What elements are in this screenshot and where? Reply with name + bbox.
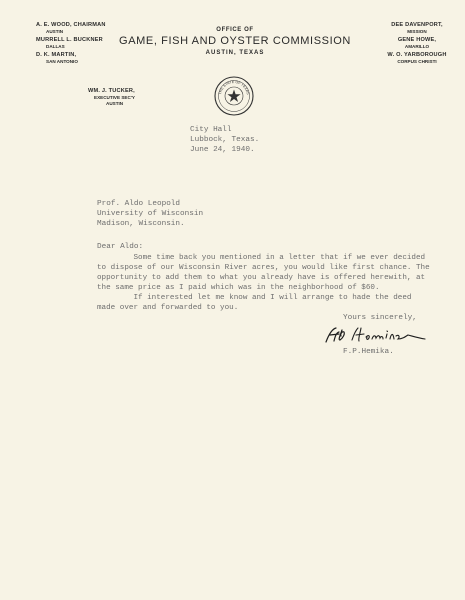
body-line: to dispose of our Wisconsin River acres, you would like first chance. The (97, 264, 430, 272)
recipient-line: Madison, Wisconsin. (97, 220, 185, 228)
place-line-1: City Hall (190, 126, 232, 134)
recipient-line: University of Wisconsin (97, 210, 204, 218)
commissioner-city: CORPUS CHRISTI (397, 59, 437, 64)
commissioner-name: GENE HOWE, (397, 37, 437, 43)
body-line: Some time back you mentioned in a letter that if we ever decided (97, 254, 426, 262)
commissioner-entry (372, 22, 462, 35)
commissioner-name: DEE DAVENPORT, (391, 22, 443, 28)
closing: Yours sincerely, (343, 314, 417, 322)
handwritten-signature (320, 324, 430, 348)
commissioner-name: W. O. YARBOROUGH (387, 52, 447, 58)
commissioner-city: MISSION (407, 29, 427, 34)
commissioners-right (372, 22, 462, 65)
commissioner-name: D. K. MARTIN, (36, 52, 77, 58)
secretary-title: EXECUTIVE SEC'Y (94, 95, 135, 100)
commissioner-name: MURRELL L. BUCKNER (36, 37, 103, 43)
commissioner-city: DALLAS (46, 44, 65, 49)
state-seal (214, 76, 254, 116)
commissioner-entry (372, 52, 462, 65)
place-line-2: Lubbock, Texas. (190, 136, 260, 144)
office-of-label: OFFICE OF (216, 27, 254, 33)
commission-city: AUSTIN, TEXAS (205, 50, 265, 56)
secretary-name: WM. J. TUCKER, (88, 88, 135, 94)
body-line: If interested let me know and I will arrange to hade the deed (97, 294, 412, 302)
commissioner-name: A. E. WOOD, CHAIRMAN (36, 22, 106, 28)
commissioner-entry (372, 37, 462, 50)
commissioner-city: AUSTIN (46, 29, 64, 34)
letter-date: June 24, 1940. (190, 146, 255, 154)
signer-name: F.P.Hemika. (343, 348, 394, 356)
body-line: opportunity to add them to what you already have is offered herewith, at (97, 274, 426, 282)
body-line: made over and forwarded to you. (97, 304, 239, 312)
secretary-city: AUSTIN (106, 101, 124, 106)
executive-secretary (88, 88, 168, 107)
commissioner-city: SAN ANTONIO (46, 59, 78, 64)
salutation: Dear Aldo: (97, 243, 144, 251)
seal-text: THE STATE OF TEXAS (218, 79, 250, 95)
commission-name: GAME, FISH AND OYSTER COMMISSION (119, 35, 351, 47)
recipient-line: Prof. Aldo Leopold (97, 200, 181, 208)
commissioner-city: AMARILLO (404, 44, 430, 49)
body-line: the same price as I paid which was in the neighborhood of $60. (97, 284, 380, 292)
letterhead-title-block (110, 27, 360, 56)
